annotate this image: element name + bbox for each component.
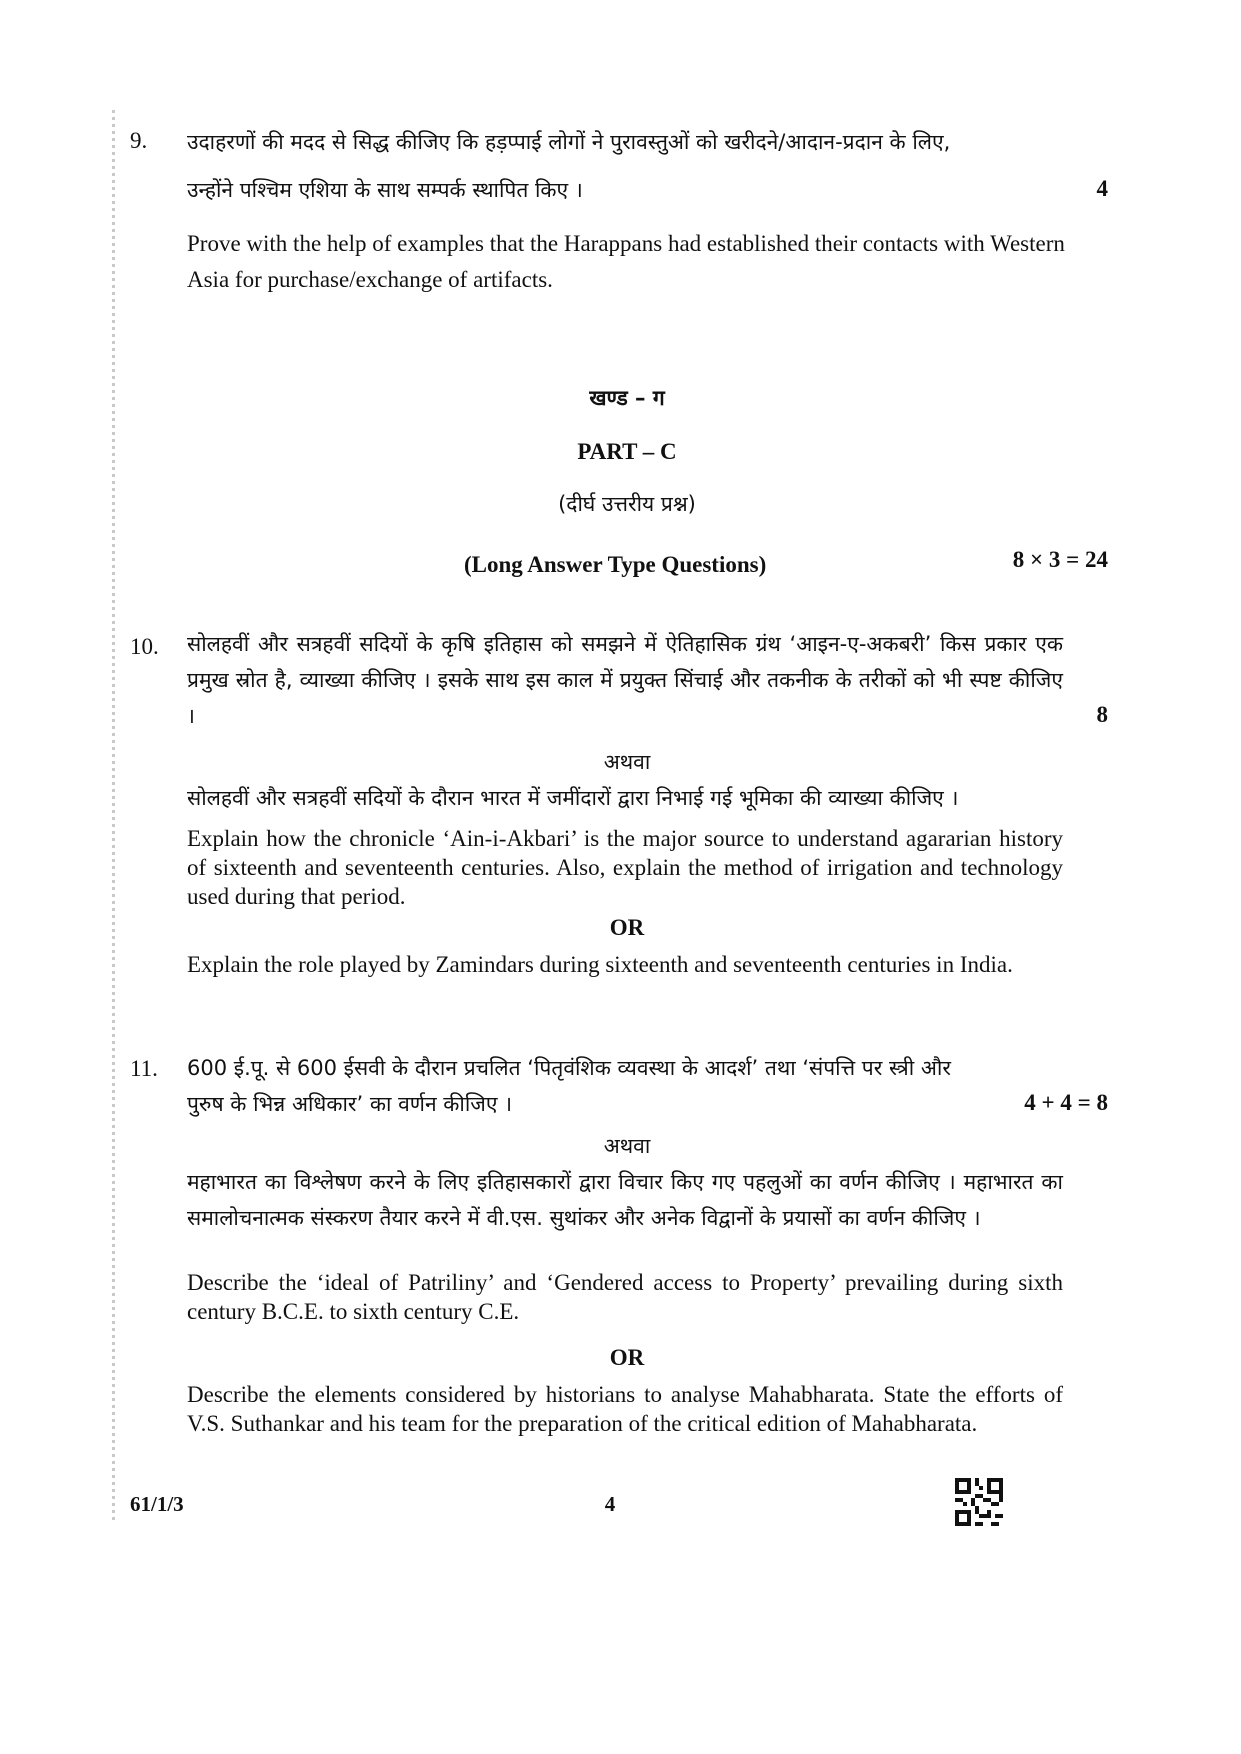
question-11-alt-english: Describe the elements considered by historians to analyse Mahabharata. State the efforts of V.S. Suthankar and his team for the preparation of the critical edition of Mahabharata. [187, 1382, 1063, 1436]
question-9-english: Prove with the help of examples that the Harappans had established their contacts with Western Asia for purchase/exchange of artifacts. [187, 231, 1065, 292]
question-10-english: Explain how the chronicle ‘Ain-i-Akbari’ is the major source to understand agararian history of sixteenth and seventeenth centuries. Also, explain the method of irrigation and technology used during that period. [187, 826, 1063, 909]
question-9-hindi-line-2: उन्होंने पश्चिम एशिया के साथ सम्पर्क स्थापित किए । [187, 178, 583, 202]
part-c-title: PART – C [577, 439, 677, 464]
question-11-marks: 4 + 4 = 8 [1024, 1090, 1108, 1115]
question-11-english: Describe the ‘ideal of Patriliny’ and ‘Gendered access to Property’ prevailing during sixth century B.C.E. to sixth century C.E. [187, 1270, 1063, 1324]
part-c-hindi-subtitle: (दीर्घ उत्तरीय प्रश्न) [558, 492, 696, 516]
question-11-or-english: OR [609, 1345, 645, 1370]
question-11-number: 11. [130, 1056, 158, 1081]
page-number: 4 [604, 1492, 616, 1516]
question-9-marks: 4 [1096, 176, 1108, 201]
part-c-subtitle: (Long Answer Type Questions) [464, 552, 767, 577]
part-c-hindi-title: खण्ड – ग [589, 386, 665, 410]
side-security-strip [112, 110, 115, 1520]
question-11-hindi-line-1: 600 ई.पू. से 600 ईसवी के दौरान प्रचलित ‘पितृवंशिक व्यवस्था के आदर्श’ तथा ‘संपत्ति पर स्त्री और [187, 1056, 951, 1080]
part-c-marks: 8 × 3 = 24 [1012, 547, 1108, 572]
question-11-alt-hindi: महाभारत का विश्लेषण करने के लिए इतिहासकारों द्वारा विचार किए गए पहलुओं का वर्णन कीजिए । महाभारत का समालोचनात्मक संस्करण तैयार करने में वी.एस. सुथांकर और अनेक विद्वानों के प्रयासों का वर्णन कीजिए । [187, 1170, 1063, 1230]
question-10-alt-english: Explain the role played by Zamindars during sixteenth and seventeenth centuries in India. [187, 952, 1013, 977]
question-9-hindi-line-1: उदाहरणों की मदद से सिद्ध कीजिए कि हड़प्पाई लोगों ने पुरावस्तुओं को खरीदने/आदान-प्रदान के लिए, [187, 130, 951, 154]
question-10-alt-hindi: सोलहवीं और सत्रहवीं सदियों के दौरान भारत में जमींदारों द्वारा निभाई गई भूमिका की व्याख्या कीजिए । [187, 786, 959, 810]
question-11-or-hindi: अथवा [603, 1134, 651, 1158]
question-10-number: 10. [130, 634, 159, 659]
question-10-or-english: OR [609, 915, 645, 940]
question-10-marks: 8 [1096, 702, 1108, 727]
question-9-number: 9. [130, 128, 148, 153]
question-11-hindi-line-2: पुरुष के भिन्न अधिकार’ का वर्णन कीजिए । [187, 1092, 513, 1116]
paper-code: 61/1/3 [130, 1492, 184, 1516]
question-10-or-hindi: अथवा [603, 750, 651, 774]
qr-code-icon [955, 1478, 1003, 1526]
question-10-hindi: सोलहवीं और सत्रहवीं सदियों के कृषि इतिहास को समझने में ऐतिहासिक ग्रंथ ‘आइन-ए-अकबरी’ किस प्रकार एक प्रमुख स्रोत है, व्याख्या कीजिए । इसके साथ इस काल में प्रयुक्त सिंचाई और तकनीक के तरीकों को भी स्पष्ट कीजिए । [187, 632, 1063, 728]
